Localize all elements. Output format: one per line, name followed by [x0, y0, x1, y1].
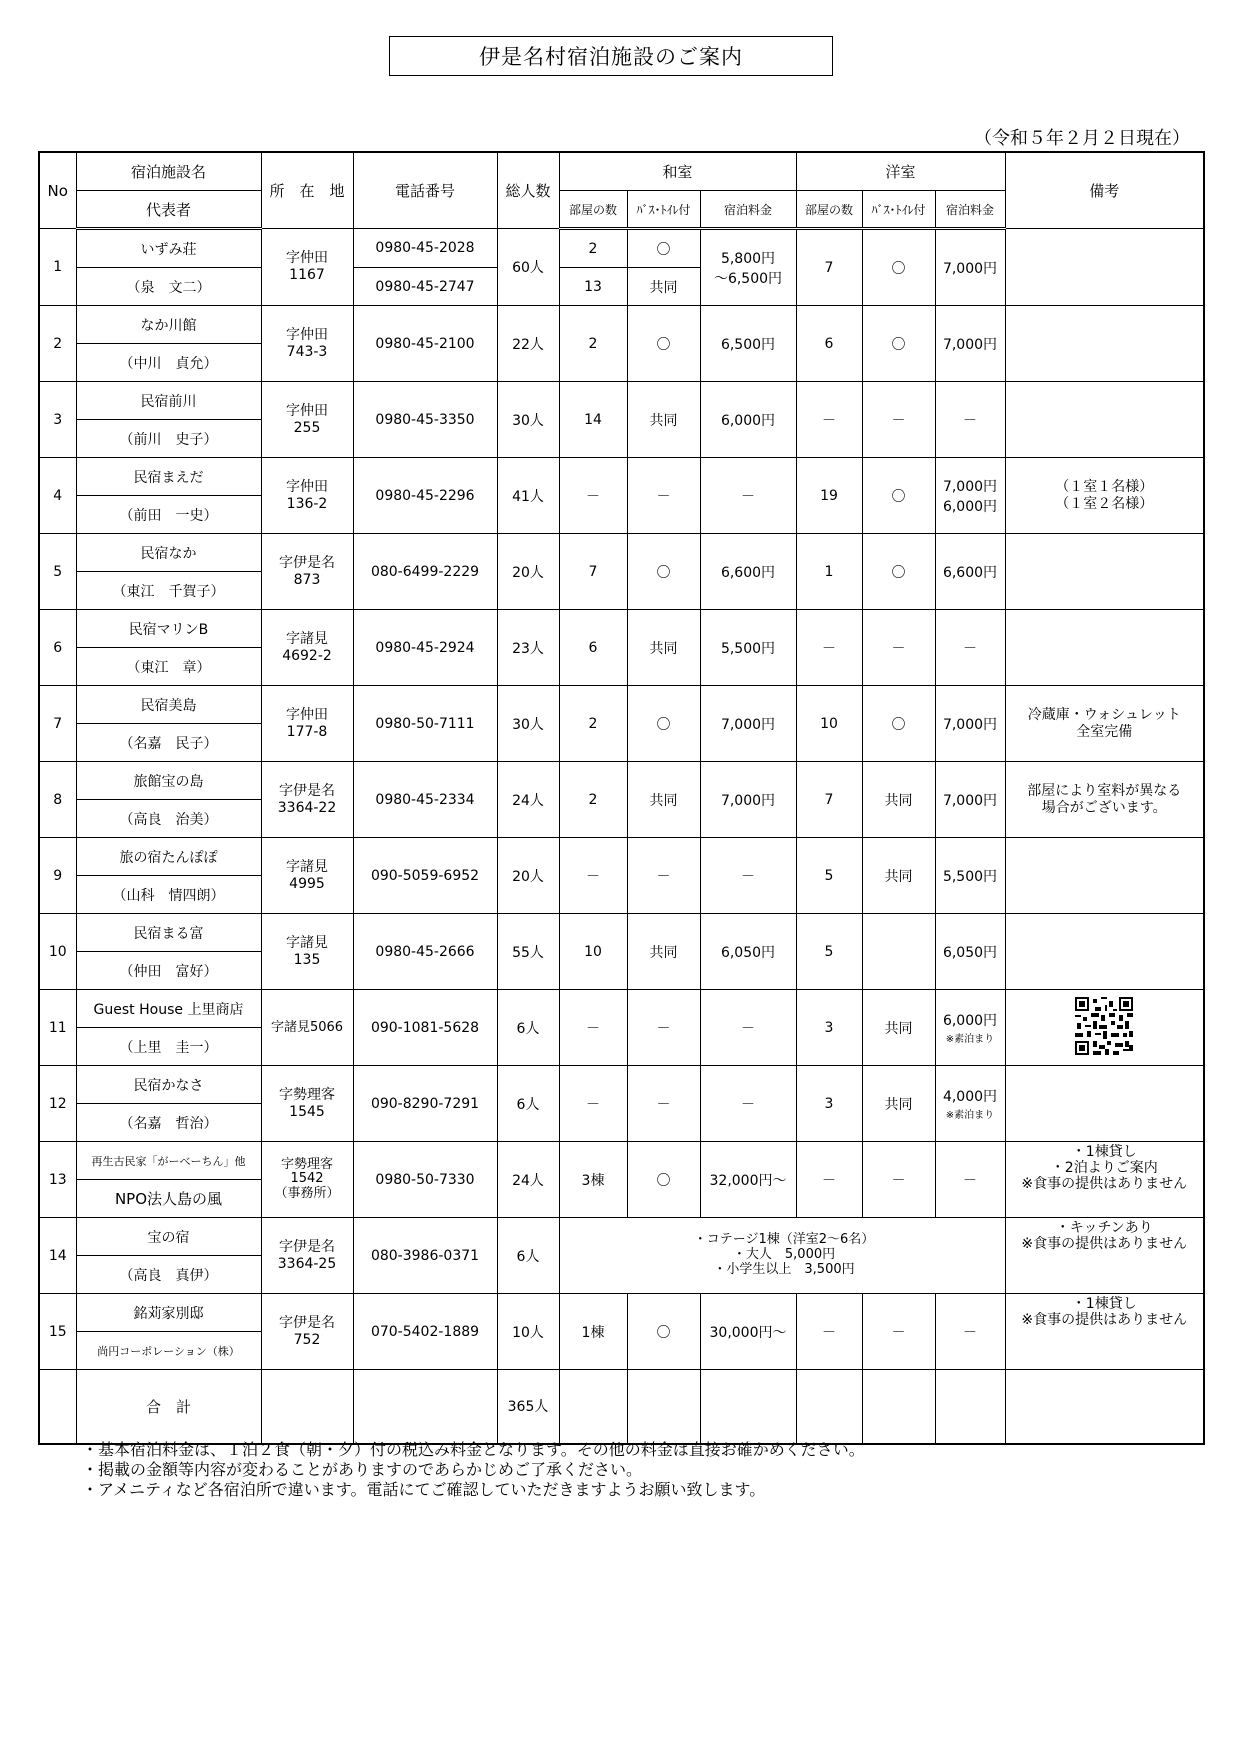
- location: 字諸見 135: [261, 914, 353, 990]
- y-bath: 〇: [862, 534, 935, 610]
- total-w-price: [700, 1370, 796, 1444]
- row-no: 3: [39, 382, 76, 458]
- total-no: [39, 1370, 76, 1444]
- y-bath: [862, 914, 935, 990]
- facility-name: 再生古民家「がーべーちん」他: [76, 1142, 261, 1180]
- facility-name: なか川館: [76, 306, 261, 344]
- footnote: ・アメニティなど各宿泊所で違います。電話にてご確認していただきますようお願い致します。: [82, 1480, 766, 1499]
- capacity: 6人: [497, 1218, 559, 1294]
- w-rooms-2: 13: [559, 268, 627, 306]
- y-price: －: [935, 1142, 1005, 1218]
- representative: （泉 文二）: [76, 268, 261, 306]
- phone: 080-6499-2229: [353, 534, 497, 610]
- total-remarks: [1005, 1370, 1204, 1444]
- header-representative: 代表者: [76, 191, 261, 229]
- representative: （名嘉 民子）: [76, 724, 261, 762]
- table-row: [39, 1066, 1204, 1104]
- remarks: [1005, 838, 1204, 914]
- header-y-price: 宿泊料金: [935, 191, 1005, 229]
- location: 字勢理客 1542 （事務所）: [261, 1142, 353, 1218]
- w-bath: 共同: [627, 382, 700, 458]
- facility-name: 旅の宿たんぽぽ: [76, 838, 261, 876]
- remarks: ・キッチンあり ※食事の提供はありません: [1005, 1218, 1204, 1294]
- location: 字諸見5066: [261, 990, 353, 1066]
- w-price: 7,000円: [700, 762, 796, 838]
- row-no: 12: [39, 1066, 76, 1142]
- y-rooms: 1: [796, 534, 862, 610]
- row-no: 8: [39, 762, 76, 838]
- table-row: [39, 229, 1204, 268]
- remarks: [1005, 306, 1204, 382]
- y-price: 7,000円: [935, 306, 1005, 382]
- y-bath: －: [862, 382, 935, 458]
- location: 字仲田 1167: [261, 229, 353, 306]
- location: 字伊是名 3364-22: [261, 762, 353, 838]
- phone: 0980-50-7330: [353, 1142, 497, 1218]
- page-title-text: 伊是名村宿泊施設のご案内: [479, 45, 743, 69]
- phone: 0980-45-3350: [353, 382, 497, 458]
- capacity: 6人: [497, 1066, 559, 1142]
- y-bath: 〇: [862, 229, 935, 306]
- w-price: 6,000円: [700, 382, 796, 458]
- representative: （前田 一史）: [76, 496, 261, 534]
- capacity: 24人: [497, 762, 559, 838]
- w-bath: 〇: [627, 229, 700, 268]
- w-price: 7,000円: [700, 686, 796, 762]
- y-price: －: [935, 610, 1005, 686]
- w-bath: －: [627, 1066, 700, 1142]
- total-y-rooms: [796, 1370, 862, 1444]
- total-capacity: 365人: [497, 1370, 559, 1444]
- as-of-date: （令和５年２月２日現在）: [974, 128, 1190, 149]
- total-phone: [353, 1370, 497, 1444]
- w-rooms: 2: [559, 686, 627, 762]
- y-price: 4,000円 ※素泊まり: [935, 1066, 1005, 1142]
- location: 字勢理客 1545: [261, 1066, 353, 1142]
- page-title: [389, 36, 833, 76]
- w-price: 32,000円～: [700, 1142, 796, 1218]
- representative: （東江 章）: [76, 648, 261, 686]
- y-rooms: 3: [796, 990, 862, 1066]
- w-bath: 共同: [627, 762, 700, 838]
- table-row: [39, 762, 1204, 800]
- phone: 0980-50-7111: [353, 686, 497, 762]
- w-price: 5,500円: [700, 610, 796, 686]
- header-location: 所 在 地: [261, 152, 353, 229]
- header-w-rooms: 部屋の数: [559, 191, 627, 229]
- table-row: [39, 382, 1204, 420]
- capacity: 41人: [497, 458, 559, 534]
- y-rooms: 6: [796, 306, 862, 382]
- facility-name: 旅館宝の島: [76, 762, 261, 800]
- total-label: 合 計: [76, 1370, 261, 1444]
- y-price: 7,000円: [935, 686, 1005, 762]
- w-rooms: 2: [559, 762, 627, 838]
- y-rooms: 7: [796, 229, 862, 306]
- w-rooms: －: [559, 838, 627, 914]
- capacity: 30人: [497, 382, 559, 458]
- w-price: 30,000円～: [700, 1294, 796, 1370]
- remarks: [1005, 534, 1204, 610]
- row-no: 4: [39, 458, 76, 534]
- y-price: 6,050円: [935, 914, 1005, 990]
- table-row: [39, 306, 1204, 344]
- phone: 090-8290-7291: [353, 1066, 497, 1142]
- w-rooms: －: [559, 458, 627, 534]
- phone: 0980-45-2296: [353, 458, 497, 534]
- representative: （高良 真伊）: [76, 1256, 261, 1294]
- y-rooms: 5: [796, 838, 862, 914]
- y-bath: 共同: [862, 990, 935, 1066]
- w-bath: 共同: [627, 610, 700, 686]
- w-bath: －: [627, 458, 700, 534]
- y-bath: －: [862, 610, 935, 686]
- remarks: ・1棟貸し ※食事の提供はありません: [1005, 1294, 1204, 1370]
- y-rooms: 5: [796, 914, 862, 990]
- y-price: －: [935, 382, 1005, 458]
- remarks: [1005, 610, 1204, 686]
- w-rooms: 7: [559, 534, 627, 610]
- y-bath: 〇: [862, 306, 935, 382]
- total-y-price: [935, 1370, 1005, 1444]
- row-no: 5: [39, 534, 76, 610]
- facility-name: 民宿前川: [76, 382, 261, 420]
- facility-name: 民宿美島: [76, 686, 261, 724]
- total-w-bath: [627, 1370, 700, 1444]
- w-bath: 〇: [627, 686, 700, 762]
- y-price: 7,000円 6,000円: [935, 458, 1005, 534]
- room-summary: ・コテージ1棟（洋室2～6名） ・大人 5,000円 ・小学生以上 3,500円: [559, 1218, 1005, 1294]
- table-row: [39, 686, 1204, 724]
- phone-2: 0980-45-2747: [353, 268, 497, 306]
- capacity: 23人: [497, 610, 559, 686]
- w-price: －: [700, 458, 796, 534]
- capacity: 10人: [497, 1294, 559, 1370]
- representative: 尚円コーポレーション（株）: [76, 1332, 261, 1370]
- y-rooms: 3: [796, 1066, 862, 1142]
- y-price: 6,600円: [935, 534, 1005, 610]
- y-bath: 〇: [862, 458, 935, 534]
- header-w-bath: ﾊﾞｽ･ﾄｲﾚ付: [627, 191, 700, 229]
- w-bath: 〇: [627, 1142, 700, 1218]
- y-rooms: －: [796, 1294, 862, 1370]
- y-bath: 〇: [862, 686, 935, 762]
- location: 字諸見 4692-2: [261, 610, 353, 686]
- w-rooms: 2: [559, 229, 627, 268]
- phone: 090-5059-6952: [353, 838, 497, 914]
- total-location: [261, 1370, 353, 1444]
- header-washitsu: 和室: [559, 152, 796, 191]
- capacity: 55人: [497, 914, 559, 990]
- representative: （東江 千賀子）: [76, 572, 261, 610]
- header-facility: 宿泊施設名: [76, 152, 261, 191]
- capacity: 30人: [497, 686, 559, 762]
- w-bath: －: [627, 838, 700, 914]
- facility-name: 民宿まえだ: [76, 458, 261, 496]
- capacity: 20人: [497, 534, 559, 610]
- total-row: [39, 1370, 1204, 1444]
- location: 字仲田 255: [261, 382, 353, 458]
- w-bath: 〇: [627, 306, 700, 382]
- y-bath: －: [862, 1294, 935, 1370]
- table-row: [39, 1218, 1204, 1256]
- facility-name: 銘苅家別邸: [76, 1294, 261, 1332]
- y-bath: 共同: [862, 762, 935, 838]
- remarks: （１室１名様） （１室２名様）: [1005, 458, 1204, 534]
- y-price: 7,000円: [935, 229, 1005, 306]
- lodging-table: [38, 151, 1205, 1445]
- row-no: 14: [39, 1218, 76, 1294]
- row-no: 15: [39, 1294, 76, 1370]
- capacity: 24人: [497, 1142, 559, 1218]
- table-row: [39, 838, 1204, 876]
- y-price: 7,000円: [935, 762, 1005, 838]
- facility-name: Guest House 上里商店: [76, 990, 261, 1028]
- representative: （高良 治美）: [76, 800, 261, 838]
- row-no: 10: [39, 914, 76, 990]
- w-rooms: 10: [559, 914, 627, 990]
- header-y-bath: ﾊﾞｽ･ﾄｲﾚ付: [862, 191, 935, 229]
- phone: 0980-45-2666: [353, 914, 497, 990]
- w-bath: 〇: [627, 534, 700, 610]
- table-row: [39, 1142, 1204, 1180]
- capacity: 20人: [497, 838, 559, 914]
- w-rooms: 1棟: [559, 1294, 627, 1370]
- representative: NPO法人島の風: [76, 1180, 261, 1218]
- table-row: [39, 610, 1204, 648]
- facility-name: いずみ荘: [76, 229, 261, 268]
- remarks: [1005, 1066, 1204, 1142]
- w-price: 6,050円: [700, 914, 796, 990]
- representative: （前川 史子）: [76, 420, 261, 458]
- phone: 0980-45-2924: [353, 610, 497, 686]
- remarks: [1005, 914, 1204, 990]
- representative: （上里 圭一）: [76, 1028, 261, 1066]
- w-bath-2: 共同: [627, 268, 700, 306]
- remarks: [1005, 990, 1204, 1066]
- table-row: [39, 1294, 1204, 1332]
- location: 字仲田 743-3: [261, 306, 353, 382]
- row-no: 11: [39, 990, 76, 1066]
- remarks: 冷蔵庫・ウォシュレット 全室完備: [1005, 686, 1204, 762]
- phone: 0980-45-2028: [353, 229, 497, 268]
- y-bath: 共同: [862, 838, 935, 914]
- w-price: 5,800円 ～6,500円: [700, 229, 796, 306]
- w-price: －: [700, 838, 796, 914]
- w-bath: 〇: [627, 1294, 700, 1370]
- header-capacity: 総人数: [497, 152, 559, 229]
- representative: （山科 情四朗）: [76, 876, 261, 914]
- location: 字諸見 4995: [261, 838, 353, 914]
- facility-name: 民宿まる富: [76, 914, 261, 952]
- location: 字仲田 177-8: [261, 686, 353, 762]
- remarks: 部屋により室料が異なる 場合がございます。: [1005, 762, 1204, 838]
- row-no: 13: [39, 1142, 76, 1218]
- y-rooms: 10: [796, 686, 862, 762]
- header-row-1: [39, 152, 1204, 191]
- facility-name: 民宿マリンB: [76, 610, 261, 648]
- row-no: 2: [39, 306, 76, 382]
- facility-name: 宝の宿: [76, 1218, 261, 1256]
- y-price: －: [935, 1294, 1005, 1370]
- table-row: [39, 914, 1204, 952]
- capacity: 60人: [497, 229, 559, 306]
- table-row: [39, 990, 1204, 1028]
- header-w-price: 宿泊料金: [700, 191, 796, 229]
- y-rooms: －: [796, 610, 862, 686]
- w-rooms: －: [559, 1066, 627, 1142]
- remarks: ・1棟貸し ・2泊よりご案内 ※食事の提供はありません: [1005, 1142, 1204, 1218]
- w-rooms: 3棟: [559, 1142, 627, 1218]
- w-bath: －: [627, 990, 700, 1066]
- footnotes: [82, 1440, 865, 1500]
- w-rooms: 2: [559, 306, 627, 382]
- row-no: 9: [39, 838, 76, 914]
- remarks: [1005, 229, 1204, 306]
- header-no: No: [39, 152, 76, 229]
- capacity: 22人: [497, 306, 559, 382]
- representative: （仲田 富好）: [76, 952, 261, 990]
- w-price: 6,500円: [700, 306, 796, 382]
- phone: 070-5402-1889: [353, 1294, 497, 1370]
- phone: 080-3986-0371: [353, 1218, 497, 1294]
- location: 字伊是名 3364-25: [261, 1218, 353, 1294]
- w-rooms: 6: [559, 610, 627, 686]
- row-no: 7: [39, 686, 76, 762]
- location: 字伊是名 752: [261, 1294, 353, 1370]
- facility-name: 民宿なか: [76, 534, 261, 572]
- y-rooms: 7: [796, 762, 862, 838]
- header-youshitsu: 洋室: [796, 152, 1005, 191]
- phone: 090-1081-5628: [353, 990, 497, 1066]
- header-remarks: 備考: [1005, 152, 1204, 229]
- location: 字伊是名 873: [261, 534, 353, 610]
- header-y-rooms: 部屋の数: [796, 191, 862, 229]
- table-row: [39, 458, 1204, 496]
- footnote: ・掲載の金額等内容が変わることがありますのであらかじめご了承ください。: [82, 1460, 643, 1479]
- facility-name: 民宿かなさ: [76, 1066, 261, 1104]
- w-price: －: [700, 990, 796, 1066]
- capacity: 6人: [497, 990, 559, 1066]
- table-row: [39, 534, 1204, 572]
- phone: 0980-45-2334: [353, 762, 497, 838]
- y-rooms: －: [796, 1142, 862, 1218]
- w-price: －: [700, 1066, 796, 1142]
- header-phone: 電話番号: [353, 152, 497, 229]
- remarks: [1005, 382, 1204, 458]
- y-bath: －: [862, 1142, 935, 1218]
- w-bath: 共同: [627, 914, 700, 990]
- footnote: ・基本宿泊料金は、１泊２食（朝・夕）付の税込み料金となります。その他の料金は直接お確かめください。: [82, 1440, 865, 1459]
- total-w-rooms: [559, 1370, 627, 1444]
- total-y-bath: [862, 1370, 935, 1444]
- w-rooms: 14: [559, 382, 627, 458]
- y-rooms: 19: [796, 458, 862, 534]
- row-no: 1: [39, 229, 76, 306]
- phone: 0980-45-2100: [353, 306, 497, 382]
- location: 字仲田 136-2: [261, 458, 353, 534]
- w-price: 6,600円: [700, 534, 796, 610]
- qr-code-icon[interactable]: [1075, 997, 1133, 1055]
- y-rooms: －: [796, 382, 862, 458]
- y-price: 6,000円 ※素泊まり: [935, 990, 1005, 1066]
- representative: （中川 貞允）: [76, 344, 261, 382]
- w-rooms: －: [559, 990, 627, 1066]
- row-no: 6: [39, 610, 76, 686]
- y-bath: 共同: [862, 1066, 935, 1142]
- y-price: 5,500円: [935, 838, 1005, 914]
- representative: （名嘉 哲治）: [76, 1104, 261, 1142]
